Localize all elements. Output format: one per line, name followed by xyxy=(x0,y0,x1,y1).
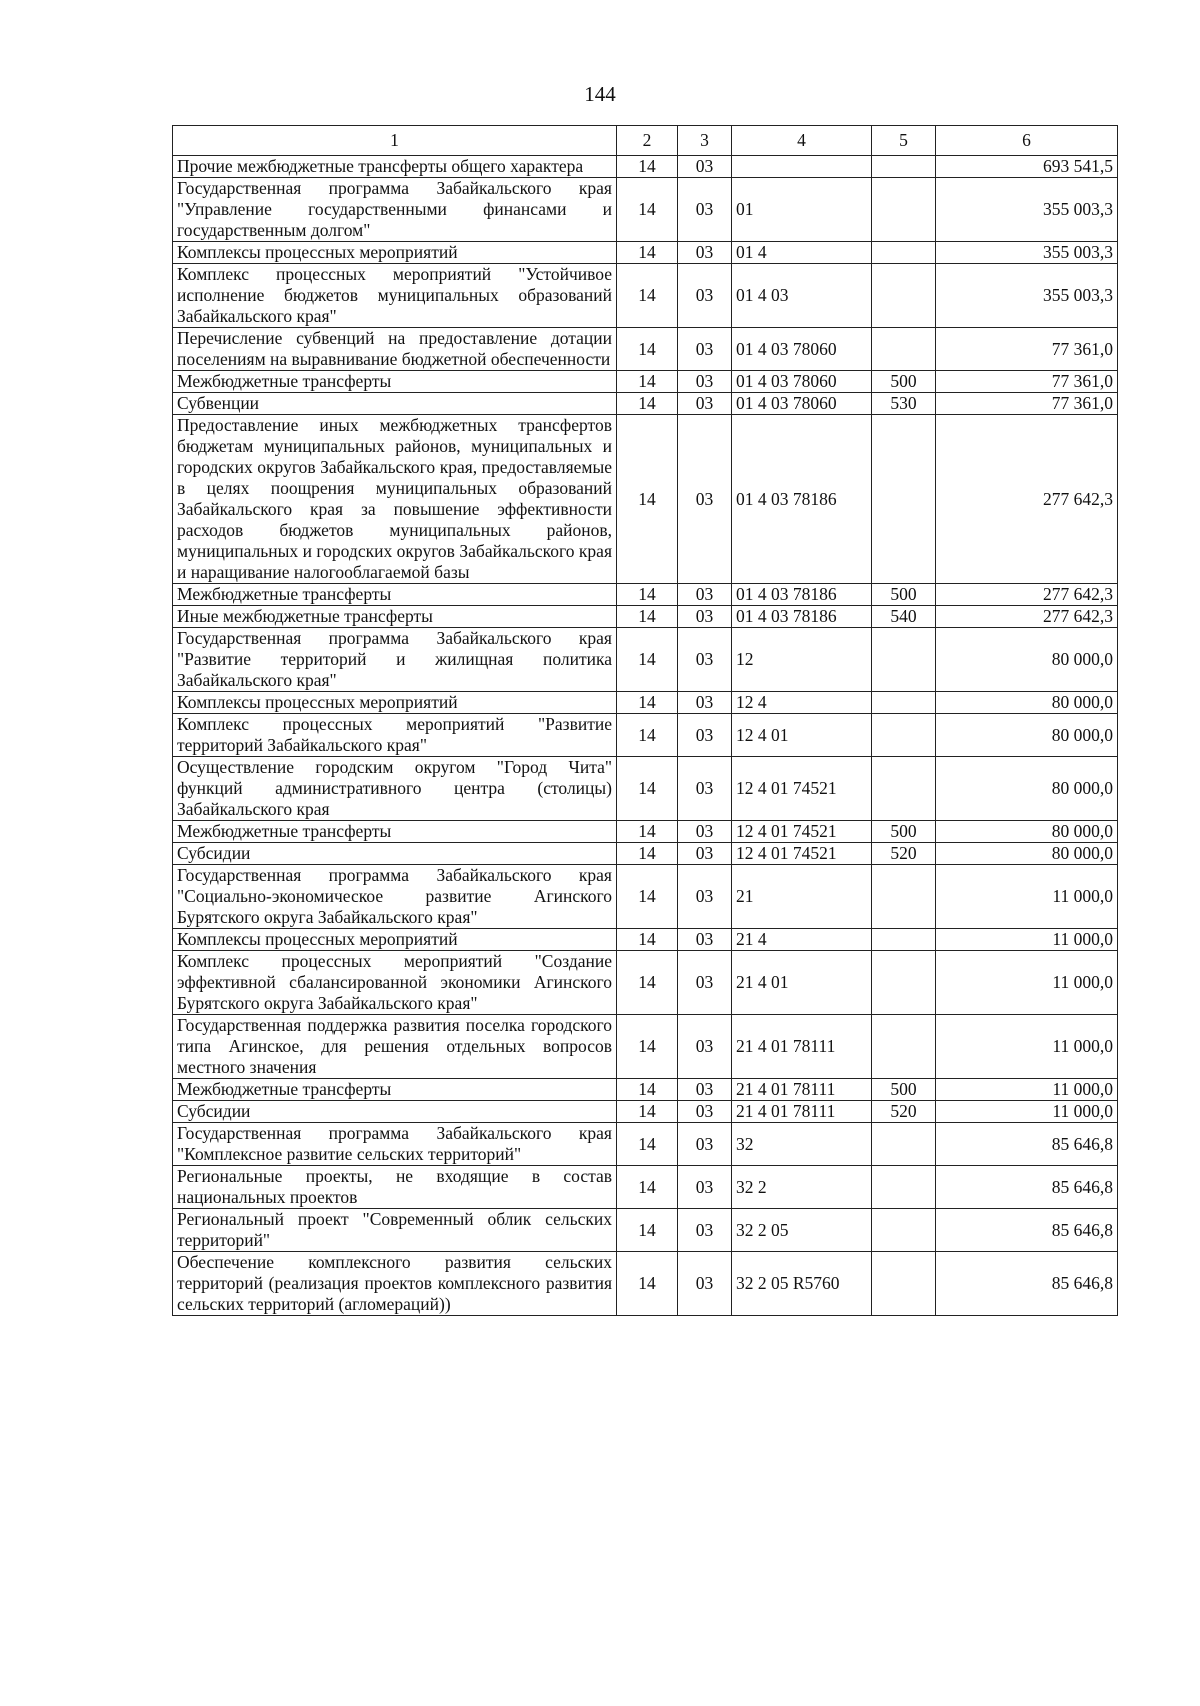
row-target-code-cell: 21 4 01 78111 xyxy=(732,1079,872,1101)
table-row xyxy=(173,1166,1118,1209)
row-target-code-cell: 21 4 01 78111 xyxy=(732,1015,872,1079)
row-sum-cell: 277 642,3 xyxy=(936,584,1118,606)
row-sum-cell: 80 000,0 xyxy=(936,692,1118,714)
row-sum-cell: 277 642,3 xyxy=(936,606,1118,628)
row-section-cell: 14 xyxy=(617,1252,678,1316)
page-number: 144 xyxy=(584,82,616,106)
table-row xyxy=(173,714,1118,757)
row-subsection-cell: 03 xyxy=(678,1252,732,1316)
row-sum-cell: 80 000,0 xyxy=(936,843,1118,865)
table-row xyxy=(173,178,1118,242)
table-row xyxy=(173,843,1118,865)
row-expense-type-cell: 500 xyxy=(872,371,936,393)
table-row xyxy=(173,1252,1118,1316)
row-expense-type-cell xyxy=(872,1209,936,1252)
table-row xyxy=(173,584,1118,606)
row-subsection-cell: 03 xyxy=(678,714,732,757)
row-target-code-cell: 12 4 xyxy=(732,692,872,714)
row-section-cell: 14 xyxy=(617,714,678,757)
row-subsection-cell: 03 xyxy=(678,393,732,415)
row-section-cell: 14 xyxy=(617,328,678,371)
table-row xyxy=(173,371,1118,393)
row-sum-cell: 11 000,0 xyxy=(936,1079,1118,1101)
table-row xyxy=(173,242,1118,264)
row-subsection-cell: 03 xyxy=(678,371,732,393)
row-section-cell: 14 xyxy=(617,1015,678,1079)
row-expense-type-cell xyxy=(872,951,936,1015)
row-sum-cell: 85 646,8 xyxy=(936,1123,1118,1166)
row-subsection-cell: 03 xyxy=(678,242,732,264)
row-subsection-cell: 03 xyxy=(678,865,732,929)
row-target-code-cell: 01 4 xyxy=(732,242,872,264)
row-subsection-cell: 03 xyxy=(678,757,732,821)
header-cell-name: 1 xyxy=(173,126,617,156)
row-name-cell: Прочие межбюджетные трансферты общего характера xyxy=(173,156,617,178)
row-target-code-cell: 12 4 01 xyxy=(732,714,872,757)
row-name-cell: Предоставление иных межбюджетных трансфертов бюджетам муниципальных районов, муниципальных и городских округов Забайкальского края, предоставляемые в целях поощрения муниципальных образований Забайкальского края за повышение эффективности расходов бюджетов муниципальных районов, муниципальных и городских округов Забайкальского края и наращивание налогооблагаемой базы xyxy=(173,415,617,584)
row-subsection-cell: 03 xyxy=(678,606,732,628)
row-name-cell: Государственная программа Забайкальского края "Управление государственными финансами и государственным долгом" xyxy=(173,178,617,242)
row-subsection-cell: 03 xyxy=(678,1015,732,1079)
row-target-code-cell: 32 2 xyxy=(732,1166,872,1209)
table-row xyxy=(173,757,1118,821)
row-sum-cell: 77 361,0 xyxy=(936,328,1118,371)
row-subsection-cell: 03 xyxy=(678,843,732,865)
row-target-code-cell: 01 xyxy=(732,178,872,242)
row-name-cell: Субсидии xyxy=(173,1101,617,1123)
row-expense-type-cell xyxy=(872,1252,936,1316)
header-cell-target-code: 4 xyxy=(732,126,872,156)
row-target-code-cell: 01 4 03 78060 xyxy=(732,393,872,415)
row-sum-cell: 355 003,3 xyxy=(936,242,1118,264)
row-section-cell: 14 xyxy=(617,628,678,692)
row-expense-type-cell xyxy=(872,178,936,242)
row-sum-cell: 85 646,8 xyxy=(936,1252,1118,1316)
row-section-cell: 14 xyxy=(617,242,678,264)
row-subsection-cell: 03 xyxy=(678,328,732,371)
row-expense-type-cell: 500 xyxy=(872,821,936,843)
row-subsection-cell: 03 xyxy=(678,1101,732,1123)
row-target-code-cell: 01 4 03 78060 xyxy=(732,371,872,393)
row-section-cell: 14 xyxy=(617,1166,678,1209)
row-section-cell: 14 xyxy=(617,929,678,951)
row-name-cell: Государственная поддержка развития поселка городского типа Агинское, для решения отдельных вопросов местного значения xyxy=(173,1015,617,1079)
row-expense-type-cell: 520 xyxy=(872,843,936,865)
row-subsection-cell: 03 xyxy=(678,628,732,692)
table-row xyxy=(173,929,1118,951)
row-section-cell: 14 xyxy=(617,1123,678,1166)
row-target-code-cell: 32 xyxy=(732,1123,872,1166)
row-target-code-cell xyxy=(732,156,872,178)
row-subsection-cell: 03 xyxy=(678,1166,732,1209)
row-target-code-cell: 32 2 05 R5760 xyxy=(732,1252,872,1316)
row-name-cell: Государственная программа Забайкальского края "Развитие территорий и жилищная политика Забайкальского края" xyxy=(173,628,617,692)
row-subsection-cell: 03 xyxy=(678,929,732,951)
row-name-cell: Комплексы процессных мероприятий xyxy=(173,242,617,264)
row-expense-type-cell xyxy=(872,929,936,951)
row-subsection-cell: 03 xyxy=(678,951,732,1015)
row-expense-type-cell xyxy=(872,757,936,821)
header-cell-expense-type: 5 xyxy=(872,126,936,156)
row-name-cell: Комплексы процессных мероприятий xyxy=(173,692,617,714)
row-name-cell: Межбюджетные трансферты xyxy=(173,584,617,606)
table-row xyxy=(173,865,1118,929)
row-section-cell: 14 xyxy=(617,821,678,843)
row-sum-cell: 80 000,0 xyxy=(936,714,1118,757)
row-name-cell: Комплекс процессных мероприятий "Развитие территорий Забайкальского края" xyxy=(173,714,617,757)
table-row xyxy=(173,156,1118,178)
row-expense-type-cell xyxy=(872,714,936,757)
row-sum-cell: 693 541,5 xyxy=(936,156,1118,178)
row-sum-cell: 277 642,3 xyxy=(936,415,1118,584)
row-section-cell: 14 xyxy=(617,415,678,584)
row-expense-type-cell xyxy=(872,628,936,692)
row-target-code-cell: 01 4 03 78186 xyxy=(732,606,872,628)
row-expense-type-cell xyxy=(872,865,936,929)
row-expense-type-cell: 500 xyxy=(872,584,936,606)
row-target-code-cell: 12 4 01 74521 xyxy=(732,757,872,821)
table-row xyxy=(173,951,1118,1015)
row-section-cell: 14 xyxy=(617,393,678,415)
row-name-cell: Комплекс процессных мероприятий "Создание эффективной сбалансированной экономики Агинского Бурятского округа Забайкальского края" xyxy=(173,951,617,1015)
row-expense-type-cell: 530 xyxy=(872,393,936,415)
header-cell-subsection: 3 xyxy=(678,126,732,156)
row-subsection-cell: 03 xyxy=(678,1079,732,1101)
row-sum-cell: 11 000,0 xyxy=(936,1101,1118,1123)
row-target-code-cell: 12 xyxy=(732,628,872,692)
row-expense-type-cell xyxy=(872,328,936,371)
row-name-cell: Межбюджетные трансферты xyxy=(173,821,617,843)
row-target-code-cell: 12 4 01 74521 xyxy=(732,843,872,865)
row-section-cell: 14 xyxy=(617,692,678,714)
row-target-code-cell: 21 4 01 xyxy=(732,951,872,1015)
row-section-cell: 14 xyxy=(617,584,678,606)
row-sum-cell: 11 000,0 xyxy=(936,1015,1118,1079)
row-name-cell: Обеспечение комплексного развития сельских территорий (реализация проектов комплексного развития сельских территорий (агломераций)) xyxy=(173,1252,617,1316)
row-subsection-cell: 03 xyxy=(678,415,732,584)
row-subsection-cell: 03 xyxy=(678,156,732,178)
row-target-code-cell: 01 4 03 78060 xyxy=(732,328,872,371)
row-name-cell: Комплексы процессных мероприятий xyxy=(173,929,617,951)
row-expense-type-cell xyxy=(872,264,936,328)
row-expense-type-cell xyxy=(872,692,936,714)
row-subsection-cell: 03 xyxy=(678,584,732,606)
table-row xyxy=(173,1015,1118,1079)
row-name-cell: Перечисление субвенций на предоставление дотации поселениям на выравнивание бюджетной обеспеченности xyxy=(173,328,617,371)
row-subsection-cell: 03 xyxy=(678,821,732,843)
table-row xyxy=(173,393,1118,415)
row-sum-cell: 80 000,0 xyxy=(936,757,1118,821)
row-expense-type-cell xyxy=(872,415,936,584)
table-row xyxy=(173,415,1118,584)
header-cell-sum: 6 xyxy=(936,126,1118,156)
row-sum-cell: 11 000,0 xyxy=(936,865,1118,929)
row-section-cell: 14 xyxy=(617,264,678,328)
row-section-cell: 14 xyxy=(617,178,678,242)
row-section-cell: 14 xyxy=(617,1079,678,1101)
row-name-cell: Региональные проекты, не входящие в состав национальных проектов xyxy=(173,1166,617,1209)
row-name-cell: Государственная программа Забайкальского края "Комплексное развитие сельских территорий" xyxy=(173,1123,617,1166)
row-sum-cell: 80 000,0 xyxy=(936,821,1118,843)
row-target-code-cell: 21 xyxy=(732,865,872,929)
row-section-cell: 14 xyxy=(617,951,678,1015)
table-row xyxy=(173,692,1118,714)
row-section-cell: 14 xyxy=(617,757,678,821)
table-row xyxy=(173,1209,1118,1252)
table-row xyxy=(173,1079,1118,1101)
row-name-cell: Субсидии xyxy=(173,843,617,865)
row-name-cell: Комплекс процессных мероприятий "Устойчивое исполнение бюджетов муниципальных образований Забайкальского края" xyxy=(173,264,617,328)
row-subsection-cell: 03 xyxy=(678,178,732,242)
row-expense-type-cell xyxy=(872,242,936,264)
row-name-cell: Осуществление городским округом "Город Чита" функций административного центра (столицы) Забайкальского края xyxy=(173,757,617,821)
row-expense-type-cell: 520 xyxy=(872,1101,936,1123)
table-row xyxy=(173,821,1118,843)
row-expense-type-cell xyxy=(872,156,936,178)
row-section-cell: 14 xyxy=(617,1209,678,1252)
table-row xyxy=(173,328,1118,371)
table-row xyxy=(173,1123,1118,1166)
header-cell-section: 2 xyxy=(617,126,678,156)
row-sum-cell: 77 361,0 xyxy=(936,371,1118,393)
row-section-cell: 14 xyxy=(617,843,678,865)
row-subsection-cell: 03 xyxy=(678,264,732,328)
row-target-code-cell: 01 4 03 78186 xyxy=(732,584,872,606)
row-section-cell: 14 xyxy=(617,865,678,929)
row-sum-cell: 77 361,0 xyxy=(936,393,1118,415)
row-sum-cell: 11 000,0 xyxy=(936,929,1118,951)
row-sum-cell: 85 646,8 xyxy=(936,1166,1118,1209)
row-section-cell: 14 xyxy=(617,156,678,178)
table-row xyxy=(173,264,1118,328)
row-expense-type-cell: 540 xyxy=(872,606,936,628)
row-expense-type-cell xyxy=(872,1123,936,1166)
row-sum-cell: 11 000,0 xyxy=(936,951,1118,1015)
row-sum-cell: 85 646,8 xyxy=(936,1209,1118,1252)
table-row xyxy=(173,628,1118,692)
row-target-code-cell: 12 4 01 74521 xyxy=(732,821,872,843)
row-name-cell: Межбюджетные трансферты xyxy=(173,371,617,393)
row-name-cell: Межбюджетные трансферты xyxy=(173,1079,617,1101)
row-sum-cell: 355 003,3 xyxy=(936,178,1118,242)
row-name-cell: Государственная программа Забайкальского края "Социально-экономическое развитие Агинского Бурятского округа Забайкальского края" xyxy=(173,865,617,929)
table-row xyxy=(173,606,1118,628)
row-subsection-cell: 03 xyxy=(678,692,732,714)
header-row xyxy=(173,126,1118,156)
row-name-cell: Субвенции xyxy=(173,393,617,415)
row-name-cell: Иные межбюджетные трансферты xyxy=(173,606,617,628)
row-target-code-cell: 01 4 03 xyxy=(732,264,872,328)
row-section-cell: 14 xyxy=(617,606,678,628)
row-subsection-cell: 03 xyxy=(678,1209,732,1252)
row-subsection-cell: 03 xyxy=(678,1123,732,1166)
row-target-code-cell: 21 4 01 78111 xyxy=(732,1101,872,1123)
row-section-cell: 14 xyxy=(617,1101,678,1123)
row-target-code-cell: 01 4 03 78186 xyxy=(732,415,872,584)
row-section-cell: 14 xyxy=(617,371,678,393)
table-body xyxy=(173,156,1118,1316)
row-sum-cell: 80 000,0 xyxy=(936,628,1118,692)
budget-table xyxy=(172,125,1118,1316)
row-sum-cell: 355 003,3 xyxy=(936,264,1118,328)
table-header xyxy=(173,126,1118,156)
table-row xyxy=(173,1101,1118,1123)
row-expense-type-cell xyxy=(872,1166,936,1209)
row-name-cell: Региональный проект "Современный облик сельских территорий" xyxy=(173,1209,617,1252)
row-target-code-cell: 32 2 05 xyxy=(732,1209,872,1252)
row-expense-type-cell xyxy=(872,1015,936,1079)
row-expense-type-cell: 500 xyxy=(872,1079,936,1101)
row-target-code-cell: 21 4 xyxy=(732,929,872,951)
